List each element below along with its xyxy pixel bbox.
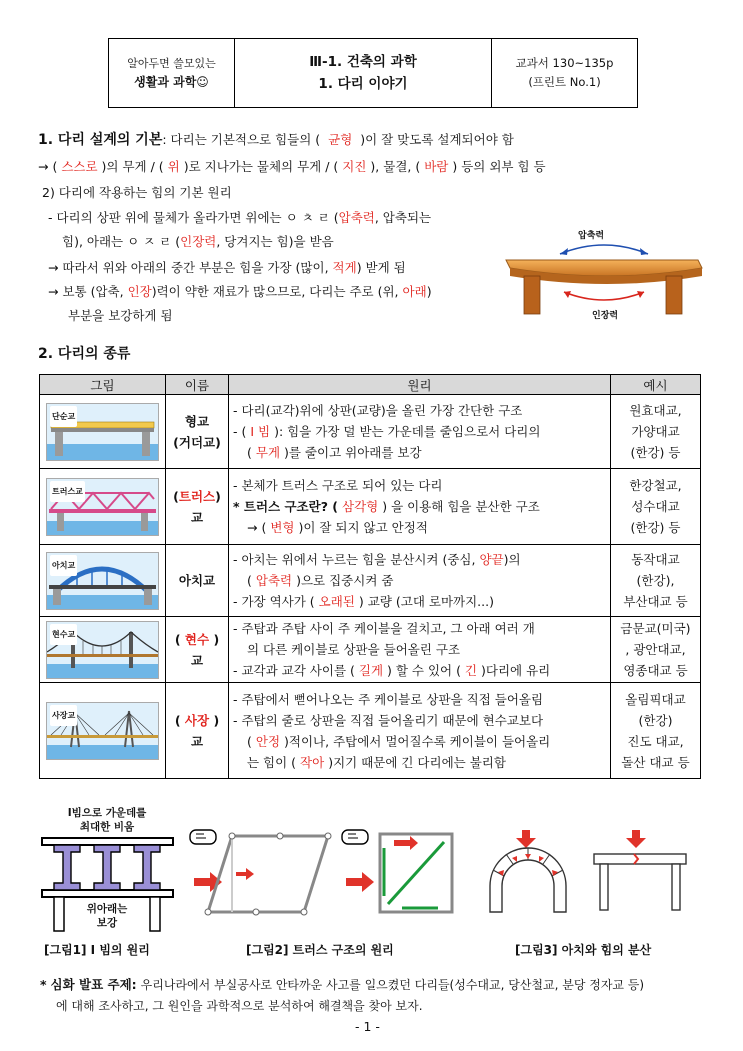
girder-p1: - 다리(교각)위에 상판(교량)을 올린 가장 간단한 구조 bbox=[233, 403, 523, 418]
s1-line4 bbox=[48, 209, 431, 227]
suspension-principle bbox=[229, 617, 611, 683]
cable-stayed-principle bbox=[229, 683, 611, 779]
beam-leg-right bbox=[666, 276, 682, 314]
col-picture: 그림 bbox=[40, 375, 166, 395]
arch-p1a: - 아치는 위에서 누르는 힘을 분산시켜 (중심, bbox=[233, 552, 476, 567]
footer-text1: 우리나라에서 부실공사로 안타까운 사고를 일으켰던 다리들(성수대교, 당산철교, 분당 정자교 등) bbox=[140, 978, 645, 992]
suspension-name-open: ( bbox=[174, 631, 181, 647]
suspension-p3c: )다리에 유리 bbox=[481, 663, 551, 678]
ibeam-bottom-slab bbox=[42, 890, 173, 897]
cable-stayed-ex3: 진도 대교, bbox=[627, 733, 684, 749]
truss-principle-figure bbox=[188, 826, 458, 918]
answer-both-ends: 양끝 bbox=[479, 552, 504, 567]
s1-l2e: ) 등의 외부 힘 등 bbox=[452, 159, 546, 174]
ibeam-leg-right bbox=[150, 897, 160, 931]
s1-intro: : 다리는 기본적으로 힘들의 ( bbox=[162, 132, 321, 147]
arch-load-arrow bbox=[516, 830, 536, 848]
cable-stayed-p3a: ( bbox=[247, 733, 252, 749]
suspension-p1: - 주탑과 주탑 사이 주 케이블을 걸치고, 그 아래 여러 개 bbox=[233, 621, 535, 636]
answer-deform: 변형 bbox=[270, 520, 295, 535]
arch-p2b: )으로 집중시켜 줌 bbox=[296, 573, 394, 588]
s1-line1 bbox=[38, 131, 514, 149]
truss-name-close: ) bbox=[215, 488, 221, 504]
header-box bbox=[108, 38, 638, 108]
header-right bbox=[492, 39, 637, 107]
beam-load-arrow bbox=[626, 830, 646, 848]
ibeam-top-slab bbox=[42, 838, 173, 845]
cable-stayed-p3 bbox=[233, 731, 610, 752]
ibeam-top-text2: 최대한 비움 bbox=[79, 821, 135, 833]
truss-p3b: )이 잘 되지 않고 안정적 bbox=[298, 520, 428, 535]
arch-p1b: )의 bbox=[503, 552, 521, 567]
suspension-ex3: 영종대교 등 bbox=[623, 663, 688, 678]
answer-oldest: 오래된 bbox=[318, 594, 355, 609]
header-left-line2: 생활과 과학☺ bbox=[134, 75, 209, 89]
table-row-arch bbox=[40, 545, 701, 617]
girder-name-line1: 형교 bbox=[184, 413, 210, 429]
table-row-girder bbox=[40, 395, 701, 469]
header-right-line1: 교과서 130~135p bbox=[515, 56, 614, 70]
truss-name-open: ( bbox=[173, 488, 179, 504]
s1-l7b: )력이 약한 재료가 많으므로, 다리는 주로 (위, bbox=[151, 284, 399, 299]
title-line1: Ⅲ-1. 건축의 과학 bbox=[309, 54, 417, 70]
answer-balance: 균형 bbox=[328, 132, 353, 147]
ibeam-bottom-text1: 위아래는 bbox=[86, 903, 128, 915]
s1-line5 bbox=[62, 233, 334, 251]
arch-name bbox=[166, 545, 229, 617]
truss-p3 bbox=[233, 517, 610, 538]
footer-star: * bbox=[40, 977, 47, 992]
girder-ex3: (한강) 등 bbox=[630, 445, 681, 460]
cable-stayed-name-line2: 교 bbox=[190, 733, 204, 749]
footer-line2: 에 대해 조사하고, 그 원인을 과학적으로 분석하여 해결책을 찾아 보자. bbox=[56, 999, 423, 1013]
table-row-suspension bbox=[40, 617, 701, 683]
pointing-hand-icon-2 bbox=[342, 830, 368, 844]
truss-picture-label: 트러스교 bbox=[50, 481, 85, 502]
suspension-picture-label: 현수교 bbox=[50, 624, 77, 645]
s1-line2 bbox=[38, 158, 546, 176]
section2-heading: 2. 다리의 종류 bbox=[38, 346, 131, 362]
girder-p2 bbox=[233, 421, 610, 442]
cable-stayed-p3b: )적이나, 주탑에서 멀어질수록 케이블이 들어올리 bbox=[284, 733, 551, 749]
s1-sub2: 2) 다리에 작용하는 힘의 기본 원리 bbox=[42, 185, 232, 200]
truss-picture-cell bbox=[40, 469, 166, 545]
arch-p3b: ) 교량 (고대 로마까지...) bbox=[358, 594, 494, 609]
girder-p2b: ): 힘을 가장 덜 받는 가운데를 줄임으로서 다리의 bbox=[274, 424, 541, 439]
arch-p2a: ( bbox=[247, 573, 252, 588]
ibeam-columns bbox=[54, 845, 160, 890]
truss-p2b: ) 을 이용해 힘을 분산한 구조 bbox=[382, 499, 540, 514]
cable-stayed-name-open: ( bbox=[174, 712, 181, 728]
answer-above: 위 bbox=[167, 159, 180, 174]
answer-truss: 트러스 bbox=[178, 488, 216, 504]
girder-p3 bbox=[233, 442, 610, 463]
ibeam-column-3 bbox=[134, 845, 160, 890]
beam-leg-right bbox=[672, 864, 680, 910]
s1-l2a: → ( bbox=[38, 159, 58, 174]
cable-stayed-bridge-image bbox=[46, 702, 159, 760]
cable-stayed-ex4: 돌산 대교 등 bbox=[621, 754, 690, 770]
truss-bridge-image bbox=[46, 478, 159, 536]
arch-force-figure bbox=[484, 826, 704, 918]
s1-l2b: )의 무게 / ( bbox=[101, 159, 164, 174]
compression-arrowhead-right bbox=[640, 248, 648, 255]
ibeam-bottom-text2: 보강 bbox=[96, 917, 118, 929]
s1-l4b: , 압축되는 bbox=[374, 210, 432, 225]
answer-self: 스스로 bbox=[61, 159, 98, 174]
cable-stayed-picture-label: 사장교 bbox=[50, 705, 77, 726]
answer-long2: 긴 bbox=[464, 663, 478, 678]
cable-stayed-ex2: (한강) bbox=[638, 712, 673, 728]
bending-beam-illustration bbox=[498, 224, 718, 320]
girder-name-line2: (거더교) bbox=[173, 434, 221, 450]
cable-stayed-picture-cell bbox=[40, 683, 166, 779]
suspension-name bbox=[166, 617, 229, 683]
s1-l7a: → 보통 (압축, bbox=[48, 284, 124, 299]
answer-cable-stayed: 사장 bbox=[184, 712, 210, 728]
arch-ex1: 동작대교 bbox=[631, 552, 680, 567]
s1-l4a: - 다리의 상판 위에 물체가 올라가면 위에는 ㅇ ㅊ ㄹ ( bbox=[48, 210, 339, 225]
girder-examples bbox=[611, 395, 701, 469]
ibeam-column-2 bbox=[94, 845, 120, 890]
truss-p1: - 본체가 트러스 구조로 되어 있는 다리 bbox=[233, 478, 443, 493]
girder-p3b: )를 줄이고 위아래를 보강 bbox=[284, 445, 422, 460]
s1-l6a: → 따라서 위와 아래의 중간 부분은 힘을 가장 (많이, bbox=[48, 260, 329, 275]
answer-arch-compression: 압축력 bbox=[255, 573, 293, 588]
flat-beam bbox=[594, 854, 686, 864]
title-line2: 1. 다리 이야기 bbox=[318, 76, 408, 92]
cable-stayed-examples bbox=[611, 683, 701, 779]
cable-stayed-p4b: )지기 때문에 긴 다리에는 불리함 bbox=[328, 754, 506, 770]
arch-ex3: 부산대교 등 bbox=[623, 594, 688, 609]
cable-stayed-p1: - 주탑에서 뻗어나오는 주 케이블로 상판을 직접 들어올림 bbox=[233, 691, 544, 707]
table-header-row bbox=[40, 375, 701, 395]
answer-below: 아래 bbox=[402, 284, 427, 299]
truss-ex3: (한강) 등 bbox=[630, 520, 681, 535]
beam-leg-left bbox=[524, 276, 540, 314]
suspension-p3 bbox=[233, 660, 610, 681]
answer-wind: 바람 bbox=[424, 159, 449, 174]
suspension-bridge-image bbox=[46, 621, 159, 679]
ibeam-top-text1: I빔으로 가운데를 bbox=[67, 807, 147, 819]
push-arrow-icon-2 bbox=[346, 872, 374, 892]
girder-p3a: ( bbox=[247, 445, 252, 460]
deformed-frame bbox=[208, 836, 328, 912]
truss-p2 bbox=[233, 496, 610, 517]
frame-force-arrow bbox=[236, 868, 254, 880]
figure3-caption: [그림3] 아치와 힘의 분산 bbox=[515, 943, 652, 957]
footer-label: 심화 발표 주제: bbox=[50, 977, 137, 992]
arch-picture-label: 아치교 bbox=[50, 555, 77, 576]
answer-triangle: 삼각형 bbox=[342, 499, 379, 514]
table-row-truss bbox=[40, 469, 701, 545]
arch-p2 bbox=[233, 570, 610, 591]
section1-heading: 1. 다리 설계의 기본 bbox=[38, 132, 163, 148]
cable-stayed-p2: - 주탑의 줄로 상판을 직접 들어올리기 때문에 현수교보다 bbox=[233, 712, 544, 728]
s1-l6b: ) 받게 됨 bbox=[356, 260, 406, 275]
arch-ex2: (한강), bbox=[636, 573, 675, 588]
answer-quake: 지진 bbox=[342, 159, 367, 174]
girder-name bbox=[166, 395, 229, 469]
ibeam-figure bbox=[40, 804, 175, 932]
s1-intro-end: )이 잘 맞도록 설계되어야 함 bbox=[360, 132, 514, 147]
suspension-p3a: - 교각과 교각 사이를 ( bbox=[233, 663, 355, 678]
col-example: 예시 bbox=[611, 375, 701, 395]
cable-stayed-name-close: ) bbox=[213, 712, 220, 728]
page-number: - 1 - bbox=[355, 1019, 380, 1034]
suspension-name-close: ) bbox=[213, 631, 220, 647]
header-left bbox=[109, 39, 235, 107]
arch-p3a: - 가장 역사가 ( bbox=[233, 594, 315, 609]
answer-stable: 안정 bbox=[255, 733, 281, 749]
braced-force-arrow bbox=[394, 836, 418, 850]
truss-principle bbox=[229, 469, 611, 545]
compression-arrowhead-left bbox=[560, 248, 568, 255]
suspension-name-line1 bbox=[166, 629, 228, 650]
s1-line6 bbox=[48, 259, 406, 277]
compression-arrow bbox=[560, 245, 648, 254]
girder-picture-label: 단순교 bbox=[50, 406, 77, 427]
cable-stayed-name-line1 bbox=[166, 710, 228, 731]
s1-line7 bbox=[48, 283, 432, 301]
ibeam-column-1 bbox=[54, 845, 80, 890]
truss-examples bbox=[611, 469, 701, 545]
girder-ex2: 가양대교 bbox=[631, 424, 680, 439]
col-principle: 원리 bbox=[229, 375, 611, 395]
answer-weight: 무게 bbox=[255, 445, 281, 460]
header-left-line1: 알아두면 쓸모있는 bbox=[127, 57, 216, 70]
figure2-caption: [그림2] 트러스 구조의 원리 bbox=[246, 943, 394, 957]
pointing-hand-icon bbox=[190, 830, 216, 844]
footer-line1 bbox=[40, 976, 644, 994]
truss-name-line2: 교 bbox=[190, 509, 204, 525]
s1-line8: 부분을 보강하게 됨 bbox=[68, 308, 173, 323]
truss-ex1: 한강철교, bbox=[629, 478, 682, 493]
answer-less: 적게 bbox=[332, 260, 357, 275]
answer-suspension: 현수 bbox=[184, 631, 210, 647]
suspension-ex1: 금문교(미국) bbox=[620, 621, 691, 636]
s1-l5a: 힘), 아래는 ㅇ ㅈ ㄹ ( bbox=[62, 234, 181, 249]
cable-stayed-p4 bbox=[233, 752, 610, 773]
figure1-caption: [그림1] I 빔의 원리 bbox=[44, 943, 150, 957]
girder-ex1: 원효대교, bbox=[629, 403, 682, 418]
truss-p3a: → ( bbox=[247, 520, 267, 535]
suspension-name-line2: 교 bbox=[190, 652, 204, 668]
answer-long: 길게 bbox=[358, 663, 384, 678]
girder-principle bbox=[229, 395, 611, 469]
girder-p2a: - ( bbox=[233, 424, 247, 439]
answer-tension: 인장 bbox=[127, 284, 152, 299]
answer-compression: 압축력 bbox=[338, 210, 375, 225]
answer-ibeam: I 빔 bbox=[250, 424, 271, 439]
arch-p1 bbox=[233, 549, 610, 570]
cable-stayed-name bbox=[166, 683, 229, 779]
header-right-line2: (프린트 No.1) bbox=[528, 75, 601, 89]
beam-leg-left bbox=[600, 864, 608, 910]
truss-ex2: 성수대교 bbox=[631, 499, 680, 514]
s1-l7c: ) bbox=[426, 284, 432, 299]
bridge-types-table bbox=[39, 374, 701, 779]
s1-l2d: ), 물결, ( bbox=[370, 159, 421, 174]
arch-name-line1: 아치교 bbox=[178, 573, 216, 588]
arch-principle bbox=[229, 545, 611, 617]
cable-stayed-ex1: 올림픽대교 bbox=[625, 691, 686, 707]
answer-smaller: 작아 bbox=[300, 754, 325, 770]
frame-joints bbox=[205, 833, 331, 915]
diagonal-brace bbox=[388, 842, 444, 904]
arch-picture-cell bbox=[40, 545, 166, 617]
table-row-cable-stayed bbox=[40, 683, 701, 779]
s1-l5b: , 당겨지는 힘)을 받음 bbox=[216, 234, 334, 249]
ibeam-leg-left bbox=[54, 897, 64, 931]
header-title bbox=[235, 39, 492, 107]
suspension-ex2: , 광안대교, bbox=[625, 642, 686, 657]
girder-picture-cell bbox=[40, 395, 166, 469]
tension-label: 인장력 bbox=[592, 311, 619, 320]
truss-name-line1 bbox=[166, 486, 228, 507]
answer-tensile: 인장력 bbox=[180, 234, 217, 249]
girder-bridge-image bbox=[46, 403, 159, 461]
cable-stayed-p4a: 는 힘이 ( bbox=[247, 754, 297, 770]
compression-label: 압축력 bbox=[578, 231, 605, 241]
truss-p2a: * 트러스 구조란? ( bbox=[233, 499, 339, 514]
suspension-p3b: ) 할 수 있어 ( bbox=[387, 663, 461, 678]
col-name: 이름 bbox=[166, 375, 229, 395]
truss-name bbox=[166, 469, 229, 545]
suspension-picture-cell bbox=[40, 617, 166, 683]
arch-examples bbox=[611, 545, 701, 617]
s1-l2c: )로 지나가는 물체의 무게 / ( bbox=[183, 159, 339, 174]
tension-arrow bbox=[564, 292, 644, 300]
suspension-examples bbox=[611, 617, 701, 683]
arch-p3 bbox=[233, 591, 610, 612]
arch-bridge-image bbox=[46, 552, 159, 610]
suspension-p2: 의 다른 케이블로 상판을 들어올린 구조 bbox=[247, 642, 461, 657]
